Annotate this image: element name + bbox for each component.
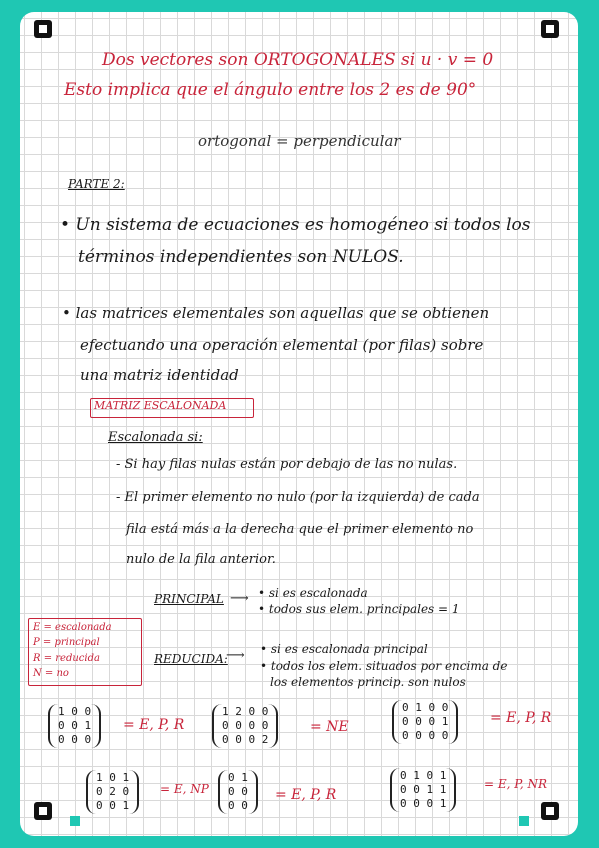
matrix-row: 0 0 0 1 [402,715,449,728]
matrix-row: 0 0 1 1 [400,783,447,796]
matrix [212,704,278,748]
note-line: • si es escalonada principal [260,642,428,656]
matrix-row: 0 0 0 1 [400,797,447,810]
arrow-icon: ⟶ [226,648,245,663]
matrix-row: 0 0 0 0 [222,719,269,732]
note-line: Esto implica que el ángulo entre los 2 es de 90° [64,80,477,100]
matrix-row: 0 0 0 0 [402,729,449,742]
matrix [218,770,258,814]
matrix [392,700,458,744]
term-label: PRINCIPAL [154,592,224,606]
matrix-row: 0 0 [228,785,248,798]
note-line: • Un sistema de ecuaciones es homogéneo si todos los [60,215,531,235]
matrix-row: 1 0 0 [58,705,92,718]
matrix-row: 0 2 0 [96,785,130,798]
corner-marker-icon [34,20,52,38]
note-line: nulo de la fila anterior. [126,552,276,567]
matrix-row: 0 0 0 2 [222,733,269,746]
note-line: • todos sus elem. principales = 1 [258,602,460,616]
notebook-page [20,12,578,836]
matrix [390,768,456,812]
corner-marker-icon [34,802,52,820]
note-line: los elementos princip. son nulos [270,675,466,689]
arrow-icon: ⟶ [230,591,249,606]
matrix-classification: = E, P, R [490,710,552,726]
note-line: efectuando una operación elemental (por filas) sobre [80,336,484,354]
matrix-row: 0 1 [228,771,248,784]
note-line: - Si hay filas nulas están por debajo de las no nulas. [116,457,458,472]
note-line: Escalonada si: [108,430,203,445]
note-line: Dos vectores son ORTOGONALES si u · v = 0 [102,50,494,70]
matrix-classification: = E, P, R [123,717,185,733]
matrix-row: 1 0 1 [96,771,130,784]
matrix-row: 0 1 0 0 [402,701,449,714]
note-line: términos independientes son NULOS. [78,247,404,267]
matrix-row: 0 0 [228,799,248,812]
note-line: fila está más a la derecha que el primer elemento no [126,522,474,537]
corner-marker-icon [541,20,559,38]
legend-entry: P = principal [33,637,100,648]
note-line: una matriz identidad [80,366,239,384]
note-line: ortogonal = perpendicular [198,132,401,150]
legend-entry: N = no [33,668,69,679]
matrix-row: 0 0 1 [96,799,130,812]
term-label: REDUCIDA: [154,652,228,666]
note-line: • las matrices elementales son aquellas que se obtienen [62,304,490,322]
section-heading: MATRIZ ESCALONADA [94,399,227,412]
matrix [86,770,139,814]
matrix [48,704,101,748]
legend-entry: E = escalonada [33,622,112,633]
corner-marker-icon [541,802,559,820]
note-line: - El primer elemento no nulo (por la izquierda) de cada [116,490,480,505]
teal-square-icon [519,816,529,826]
matrix-classification: = E, P, R [275,787,337,803]
matrix-row: 0 0 1 [58,719,92,732]
matrix-classification: = NE [310,719,349,735]
teal-square-icon [70,816,80,826]
matrix-row: 1 2 0 0 [222,705,269,718]
legend-entry: R = reducida [33,653,100,664]
matrix-row: 0 1 0 1 [400,769,447,782]
matrix-row: 0 0 0 [58,733,92,746]
matrix-classification: = E, P, NR [484,777,548,791]
note-line: • si es escalonada [258,586,368,600]
matrix-classification: = E, NP [160,782,209,796]
section-heading: PARTE 2: [68,177,125,191]
note-line: • todos los elem. situados por encima de [260,659,508,673]
